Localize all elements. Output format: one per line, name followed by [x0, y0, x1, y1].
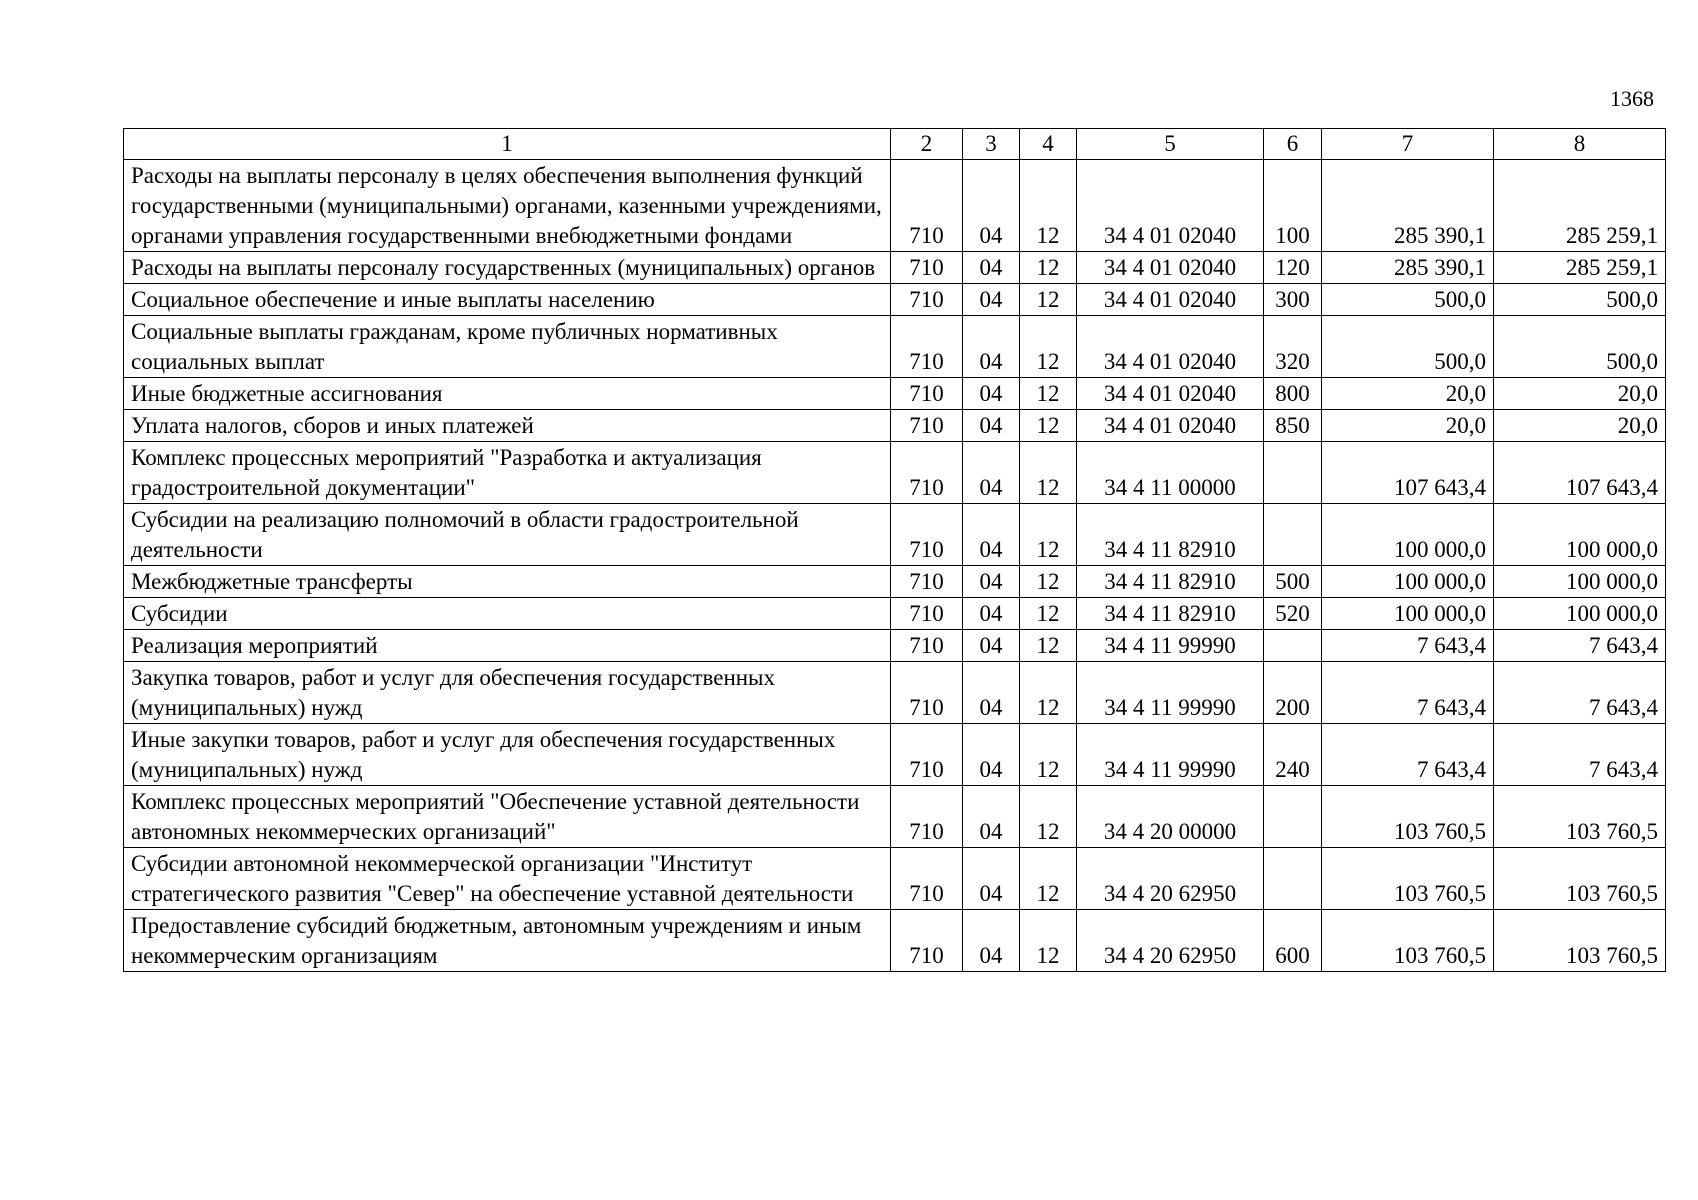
- table-row: [124, 378, 1666, 410]
- amount-year-1: 285 390,1: [1322, 160, 1494, 252]
- subsection-code: 12: [1020, 252, 1077, 284]
- amount-year-1: 20,0: [1322, 410, 1494, 442]
- row-description: Социальные выплаты гражданам, кроме публичных нормативных социальных выплат: [124, 316, 891, 378]
- subsection-code: 12: [1020, 786, 1077, 848]
- amount-year-1: 500,0: [1322, 284, 1494, 316]
- row-description: Расходы на выплаты персоналу государственных (муниципальных) органов: [124, 252, 891, 284]
- column-header: 8: [1494, 129, 1666, 160]
- amount-year-2: 500,0: [1494, 316, 1666, 378]
- ministry-code: 710: [891, 410, 963, 442]
- expense-type-code: [1264, 442, 1322, 504]
- expense-type-code: 100: [1264, 160, 1322, 252]
- subsection-code: 12: [1020, 442, 1077, 504]
- expense-type-code: 200: [1264, 662, 1322, 724]
- ministry-code: 710: [891, 786, 963, 848]
- amount-year-1: 285 390,1: [1322, 252, 1494, 284]
- row-description: Уплата налогов, сборов и иных платежей: [124, 410, 891, 442]
- ministry-code: 710: [891, 566, 963, 598]
- ministry-code: 710: [891, 598, 963, 630]
- target-article-code: 34 4 20 00000: [1077, 786, 1264, 848]
- section-code: 04: [963, 504, 1020, 566]
- ministry-code: 710: [891, 848, 963, 910]
- amount-year-2: 103 760,5: [1494, 786, 1666, 848]
- subsection-code: 12: [1020, 378, 1077, 410]
- ministry-code: 710: [891, 504, 963, 566]
- section-code: 04: [963, 316, 1020, 378]
- target-article-code: 34 4 20 62950: [1077, 848, 1264, 910]
- table-row: [124, 662, 1666, 724]
- subsection-code: 12: [1020, 410, 1077, 442]
- table-row: [124, 566, 1666, 598]
- subsection-code: 12: [1020, 284, 1077, 316]
- row-description: Реализация мероприятий: [124, 630, 891, 662]
- table-row: [124, 724, 1666, 786]
- amount-year-2: 285 259,1: [1494, 160, 1666, 252]
- section-code: 04: [963, 848, 1020, 910]
- column-header: 1: [124, 129, 891, 160]
- column-header: 3: [963, 129, 1020, 160]
- amount-year-1: 500,0: [1322, 316, 1494, 378]
- row-description: Субсидии: [124, 598, 891, 630]
- subsection-code: 12: [1020, 910, 1077, 972]
- budget-table: [123, 128, 1666, 972]
- expense-type-code: [1264, 786, 1322, 848]
- row-description: Иные закупки товаров, работ и услуг для обеспечения государственных (муниципальных) нужд: [124, 724, 891, 786]
- amount-year-1: 20,0: [1322, 378, 1494, 410]
- column-header: 5: [1077, 129, 1264, 160]
- table-row: [124, 598, 1666, 630]
- amount-year-2: 103 760,5: [1494, 910, 1666, 972]
- section-code: 04: [963, 410, 1020, 442]
- target-article-code: 34 4 11 82910: [1077, 598, 1264, 630]
- subsection-code: 12: [1020, 662, 1077, 724]
- ministry-code: 710: [891, 442, 963, 504]
- section-code: 04: [963, 284, 1020, 316]
- table-row: [124, 848, 1666, 910]
- expense-type-code: 300: [1264, 284, 1322, 316]
- subsection-code: 12: [1020, 724, 1077, 786]
- expense-type-code: 320: [1264, 316, 1322, 378]
- amount-year-2: 100 000,0: [1494, 598, 1666, 630]
- table-row: [124, 910, 1666, 972]
- target-article-code: 34 4 01 02040: [1077, 252, 1264, 284]
- amount-year-2: 285 259,1: [1494, 252, 1666, 284]
- subsection-code: 12: [1020, 316, 1077, 378]
- table-body: [124, 160, 1666, 972]
- row-description: Субсидии автономной некоммерческой организации "Институт стратегического развития "Север" на обеспечение уставной деятельности: [124, 848, 891, 910]
- amount-year-2: 20,0: [1494, 410, 1666, 442]
- section-code: 04: [963, 566, 1020, 598]
- amount-year-2: 107 643,4: [1494, 442, 1666, 504]
- amount-year-1: 103 760,5: [1322, 848, 1494, 910]
- table-row: [124, 442, 1666, 504]
- ministry-code: 710: [891, 284, 963, 316]
- row-description: Расходы на выплаты персоналу в целях обеспечения выполнения функций государственными (муниципальными) органами, казенными учреждениями, органами управления государственными внебюджетными фондами: [124, 160, 891, 252]
- expense-type-code: 600: [1264, 910, 1322, 972]
- target-article-code: 34 4 01 02040: [1077, 316, 1264, 378]
- target-article-code: 34 4 11 82910: [1077, 566, 1264, 598]
- ministry-code: 710: [891, 160, 963, 252]
- section-code: 04: [963, 630, 1020, 662]
- section-code: 04: [963, 598, 1020, 630]
- target-article-code: 34 4 01 02040: [1077, 160, 1264, 252]
- subsection-code: 12: [1020, 630, 1077, 662]
- column-header: 2: [891, 129, 963, 160]
- ministry-code: 710: [891, 662, 963, 724]
- target-article-code: 34 4 01 02040: [1077, 378, 1264, 410]
- column-header: 7: [1322, 129, 1494, 160]
- target-article-code: 34 4 01 02040: [1077, 410, 1264, 442]
- amount-year-2: 103 760,5: [1494, 848, 1666, 910]
- table-row: [124, 252, 1666, 284]
- target-article-code: 34 4 11 82910: [1077, 504, 1264, 566]
- ministry-code: 710: [891, 724, 963, 786]
- expense-type-code: 850: [1264, 410, 1322, 442]
- amount-year-2: 500,0: [1494, 284, 1666, 316]
- amount-year-1: 103 760,5: [1322, 786, 1494, 848]
- section-code: 04: [963, 378, 1020, 410]
- ministry-code: 710: [891, 316, 963, 378]
- amount-year-1: 100 000,0: [1322, 566, 1494, 598]
- table-row: [124, 284, 1666, 316]
- section-code: 04: [963, 724, 1020, 786]
- target-article-code: 34 4 11 00000: [1077, 442, 1264, 504]
- amount-year-1: 100 000,0: [1322, 598, 1494, 630]
- expense-type-code: [1264, 848, 1322, 910]
- target-article-code: 34 4 11 99990: [1077, 662, 1264, 724]
- section-code: 04: [963, 910, 1020, 972]
- table-row: [124, 410, 1666, 442]
- row-description: Закупка товаров, работ и услуг для обеспечения государственных (муниципальных) нужд: [124, 662, 891, 724]
- section-code: 04: [963, 160, 1020, 252]
- table-row: [124, 786, 1666, 848]
- row-description: Социальное обеспечение и иные выплаты населению: [124, 284, 891, 316]
- row-description: Субсидии на реализацию полномочий в области градостроительной деятельности: [124, 504, 891, 566]
- amount-year-2: 100 000,0: [1494, 504, 1666, 566]
- ministry-code: 710: [891, 630, 963, 662]
- row-description: Межбюджетные трансферты: [124, 566, 891, 598]
- amount-year-2: 7 643,4: [1494, 724, 1666, 786]
- table-row: [124, 630, 1666, 662]
- expense-type-code: 120: [1264, 252, 1322, 284]
- page-number: 1368: [1610, 86, 1654, 111]
- ministry-code: 710: [891, 910, 963, 972]
- ministry-code: 710: [891, 378, 963, 410]
- section-code: 04: [963, 442, 1020, 504]
- row-description: Комплекс процессных мероприятий "Разработка и актуализация градостроительной документации": [124, 442, 891, 504]
- row-description: Предоставление субсидий бюджетным, автономным учреждениям и иным некоммерческим организациям: [124, 910, 891, 972]
- table-row: [124, 504, 1666, 566]
- table-row: [124, 160, 1666, 252]
- target-article-code: 34 4 20 62950: [1077, 910, 1264, 972]
- subsection-code: 12: [1020, 504, 1077, 566]
- row-description: Иные бюджетные ассигнования: [124, 378, 891, 410]
- expense-type-code: [1264, 504, 1322, 566]
- expense-type-code: 240: [1264, 724, 1322, 786]
- section-code: 04: [963, 786, 1020, 848]
- amount-year-2: 7 643,4: [1494, 630, 1666, 662]
- target-article-code: 34 4 11 99990: [1077, 630, 1264, 662]
- amount-year-1: 103 760,5: [1322, 910, 1494, 972]
- amount-year-1: 100 000,0: [1322, 504, 1494, 566]
- table-row: [124, 316, 1666, 378]
- section-code: 04: [963, 662, 1020, 724]
- amount-year-2: 7 643,4: [1494, 662, 1666, 724]
- subsection-code: 12: [1020, 598, 1077, 630]
- amount-year-1: 107 643,4: [1322, 442, 1494, 504]
- amount-year-1: 7 643,4: [1322, 662, 1494, 724]
- expense-type-code: 500: [1264, 566, 1322, 598]
- column-header: 4: [1020, 129, 1077, 160]
- amount-year-1: 7 643,4: [1322, 724, 1494, 786]
- ministry-code: 710: [891, 252, 963, 284]
- column-header: 6: [1264, 129, 1322, 160]
- header-row: [124, 129, 1666, 160]
- amount-year-1: 7 643,4: [1322, 630, 1494, 662]
- expense-type-code: 800: [1264, 378, 1322, 410]
- section-code: 04: [963, 252, 1020, 284]
- amount-year-2: 100 000,0: [1494, 566, 1666, 598]
- target-article-code: 34 4 11 99990: [1077, 724, 1264, 786]
- expense-type-code: [1264, 630, 1322, 662]
- subsection-code: 12: [1020, 566, 1077, 598]
- expense-type-code: 520: [1264, 598, 1322, 630]
- row-description: Комплекс процессных мероприятий "Обеспечение уставной деятельности автономных некоммерческих организаций": [124, 786, 891, 848]
- subsection-code: 12: [1020, 848, 1077, 910]
- subsection-code: 12: [1020, 160, 1077, 252]
- amount-year-2: 20,0: [1494, 378, 1666, 410]
- target-article-code: 34 4 01 02040: [1077, 284, 1264, 316]
